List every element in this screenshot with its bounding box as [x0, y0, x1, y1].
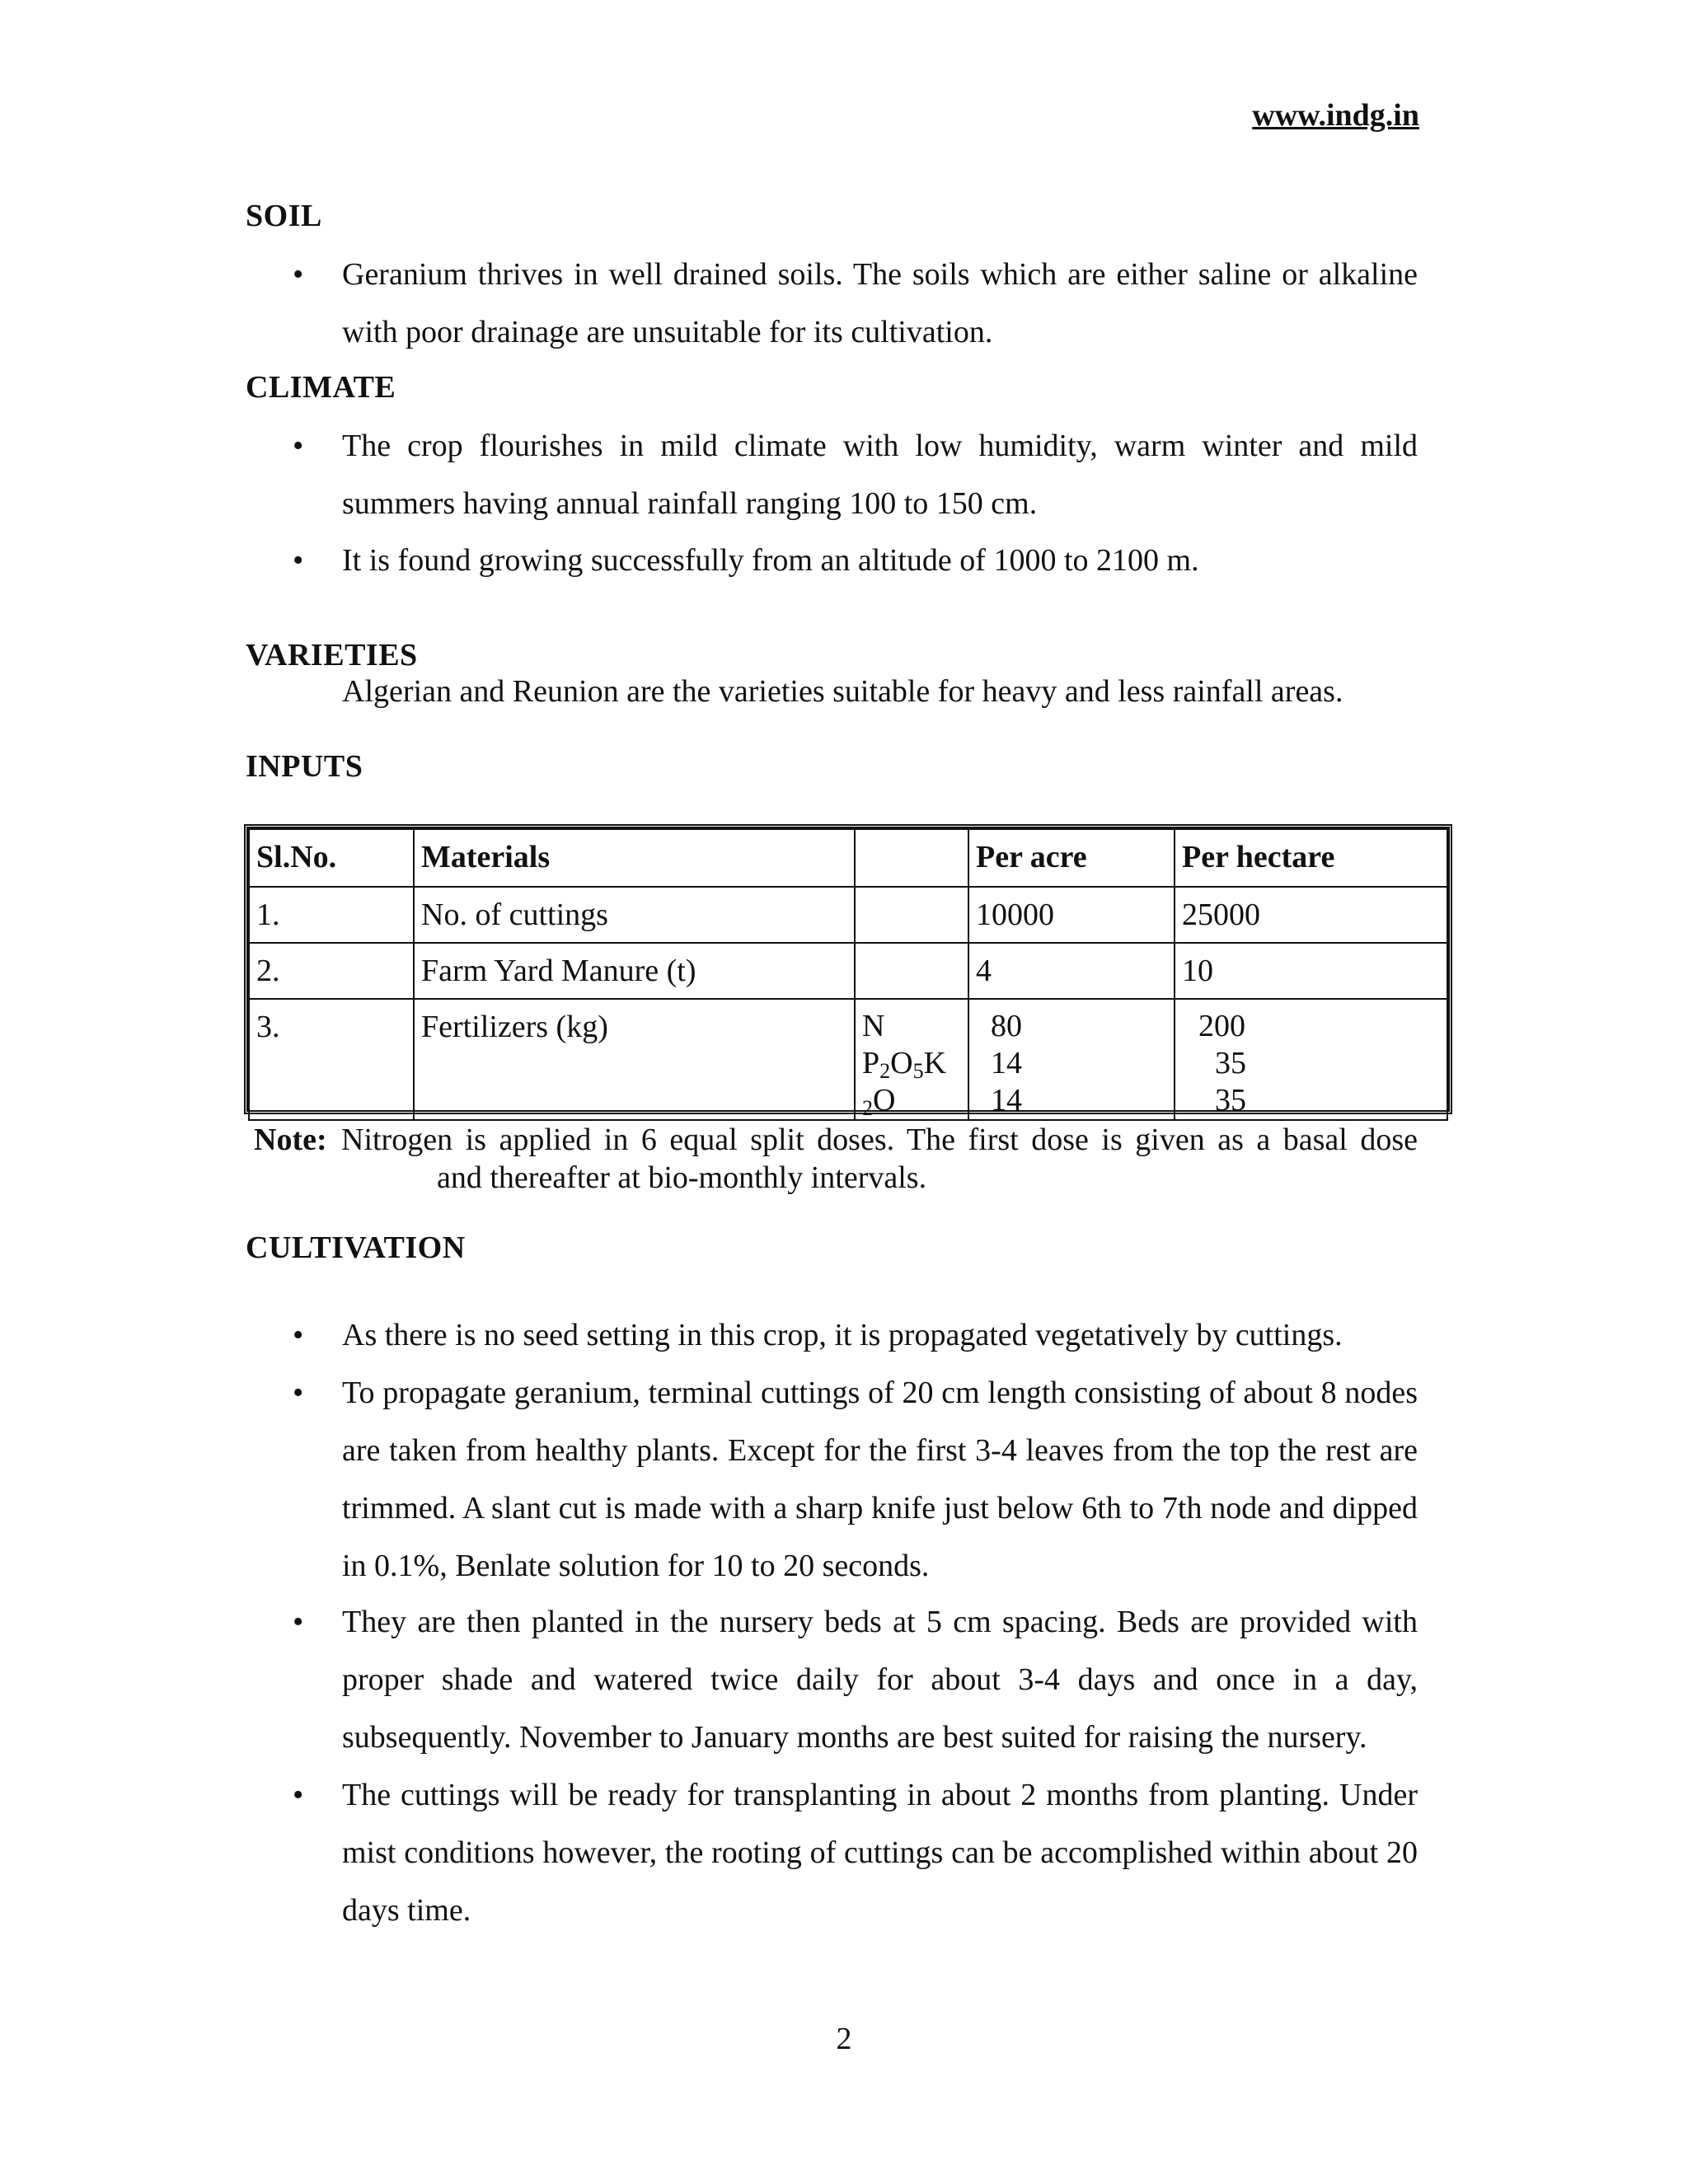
nutrient-cell	[855, 999, 968, 1120]
cultivation-bullet-2: To propagate geranium, terminal cuttings of 20 cm length consisting of about 8 nodes are taken from healthy plants. Except for the first 3-4 leaves from the top the rest are trimmed. A slant cut is made with a sharp knife just below 6th to 7th node and dipped in 0.1%, Benlate solution for 10 to 20 seconds.	[342, 1376, 1418, 1583]
climate-bullet-1: The crop flourishes in mild climate with low humidity, warm winter and mild summers having annual rainfall ranging 100 to 150 cm.	[342, 429, 1418, 521]
soil-bullet-1: Geranium thrives in well drained soils. The soils which are either saline or alkaline with poor drainage are unsuitable for its cultivation.	[342, 257, 1418, 349]
climate-heading: CLIMATE	[246, 370, 396, 405]
bullet-icon: •	[293, 1376, 304, 1410]
varieties-heading: VARIETIES	[246, 638, 418, 673]
page-number: 2	[836, 2022, 852, 2056]
table-cell: 10	[1175, 943, 1447, 999]
table-cell	[855, 943, 968, 999]
column-header: Per hectare	[1175, 829, 1447, 887]
bullet-icon: •	[293, 1778, 304, 1812]
inputs-table	[244, 824, 1452, 1120]
table-row	[249, 887, 1447, 943]
cultivation-bullet-1: As there is no seed setting in this crop, it is propagated vegetatively by cuttings.	[342, 1318, 1343, 1352]
table-row	[249, 999, 1447, 1120]
table-cell: No. of cuttings	[414, 887, 855, 943]
inputs-heading: INPUTS	[246, 749, 363, 784]
cultivation-heading: CULTIVATION	[246, 1230, 466, 1265]
column-header	[855, 829, 968, 887]
table-header-row	[249, 829, 1447, 887]
nutrient-n: N	[862, 1009, 885, 1043]
table-cell: 3.	[249, 999, 414, 1120]
table-row	[249, 943, 1447, 999]
cultivation-bullet-4: The cuttings will be ready for transplanting in about 2 months from planting. Under mist conditions however, the rooting of cuttings can be accomplished within about 20 days time.	[342, 1778, 1418, 1928]
soil-heading: SOIL	[246, 199, 322, 233]
nutrient-p: $P_2O_5K$	[862, 1046, 947, 1083]
table-note	[254, 1121, 1418, 1197]
table-cell	[855, 887, 968, 943]
nutrient-k: $_2$O	[862, 1083, 896, 1120]
table-cell: 25000	[1175, 887, 1447, 943]
table-cell: 10000	[968, 887, 1175, 943]
nutrient-per-acre: 80 14 14	[968, 999, 1175, 1120]
table-cell: 2.	[249, 943, 414, 999]
table-cell: 1.	[249, 887, 414, 943]
note-line-1: Note: Nitrogen is applied in 6 equal split doses. The first dose is given as a basal dose	[254, 1122, 1418, 1157]
bullet-icon: •	[293, 429, 304, 463]
bullet-icon: •	[293, 1605, 304, 1639]
nutrient-per-hectare: 200 35 35	[1175, 999, 1447, 1120]
table-cell: Farm Yard Manure (t)	[414, 943, 855, 999]
varieties-text: Algerian and Reunion are the varieties suitable for heavy and less rainfall areas.	[342, 674, 1343, 709]
column-header: Per acre	[968, 829, 1175, 887]
table-cell: Fertilizers (kg)	[414, 999, 855, 1120]
bullet-icon: •	[293, 257, 304, 292]
site-link[interactable]: www.indg.in	[1252, 98, 1419, 133]
bullet-icon: •	[293, 543, 304, 578]
note-line-2: and thereafter at bio-monthly intervals.	[437, 1160, 927, 1195]
climate-bullet-2: It is found growing successfully from an altitude of 1000 to 2100 m.	[342, 543, 1199, 578]
column-header: Sl.No.	[249, 829, 414, 887]
table-cell: 4	[968, 943, 1175, 999]
bullet-icon: •	[293, 1318, 304, 1352]
cultivation-bullet-3: They are then planted in the nursery beds at 5 cm spacing. Beds are provided with proper shade and watered twice daily for about 3-4 days and once in a day, subsequently. November to January months are best suited for raising the nursery.	[342, 1605, 1418, 1755]
column-header: Materials	[414, 829, 855, 887]
note-label: Note:	[254, 1122, 327, 1157]
